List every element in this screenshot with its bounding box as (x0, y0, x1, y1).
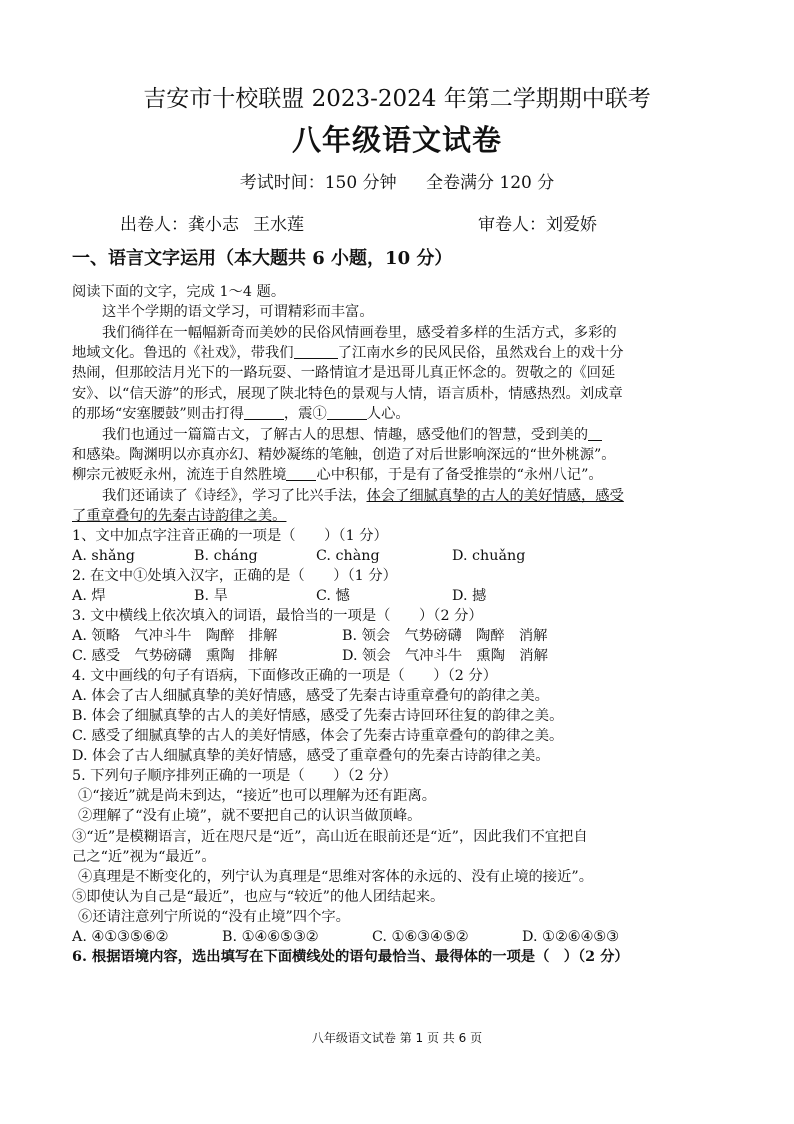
passage-p4-line2: 了重章叠句的先秦古诗韵律之美。 (72, 508, 287, 524)
q5-sentence-2: ②理解了“没有止境”，就不要把自己的认识当做顶峰。 (78, 808, 422, 824)
q3-stem: 3. 文中横线上依次填入的词语，最恰当的一项是（ ）（2 分） (72, 608, 483, 624)
q3-option-b: B. 领会 气势磅礴 陶醉 消解 (342, 628, 548, 644)
q5-sentence-3b: 己之“近”视为“最近”。 (72, 849, 216, 865)
author-first: 出卷人：龚小志 (120, 215, 239, 235)
q3-option-a: A. 领略 气冲斗牛 陶醉 排解 (72, 628, 278, 644)
blank-1 (294, 344, 338, 359)
q3-options-row1 (72, 626, 547, 646)
q2-option-b: B. 旱 (194, 588, 228, 604)
passage-intro: 阅读下面的文字，完成 1～4 题。 (72, 284, 286, 300)
reviewer: 审卷人：刘爱娇 (478, 215, 597, 235)
passage-p4-line1: 我们还诵读了《诗经》，学习了比兴手法，体会了细腻真挚的古人的美好情感，感受 (102, 488, 624, 504)
q2-option-a: A. 焊 (72, 588, 106, 604)
passage-p2-line1: 我们徜徉在一幅幅新奇而美妙的民俗风情画卷里，感受着多样的生活方式，多彩的 (102, 325, 617, 341)
q3-option-c: C. 感受 气势磅礴 熏陶 排解 (72, 648, 278, 664)
blank-3 (327, 405, 367, 420)
passage-p2-line3: 热闹，但那皎洁月光下的一路玩耍、一路情谊才是迅哥儿真正怀念的。贺敬之的《回延 (72, 365, 616, 381)
q1-option-b: B. cháng (194, 548, 258, 564)
q4-option-a: A. 体会了古人细腻真挚的美好情感，感受了先秦古诗重章叠句的韵律之美。 (72, 688, 549, 704)
q5-sentence-6: ⑥还请注意列宁所说的“没有止境”四个字。 (78, 909, 350, 925)
q3-option-d: D. 领会 气冲斗牛 熏陶 消解 (342, 648, 548, 664)
underlined-sentence: 体会了细腻真挚的古人的美好情感，感受 (366, 488, 624, 504)
q3-options-row2 (72, 646, 548, 666)
q1-option-d: D. chuǎng (452, 548, 526, 564)
blank-4 (588, 426, 602, 441)
authors (120, 210, 304, 235)
q4-option-b: B. 体会了细腻真挚的古人的美好情感，感受了先秦古诗回环往复的韵律之美。 (72, 708, 564, 724)
q5-sentence-4: ④真理是不断变化的，列宁认为真理是“思维对客体的永远的、没有止境的接近”。 (78, 869, 594, 885)
q1-option-c: C. chàng (316, 548, 380, 564)
q5-options (72, 927, 619, 947)
q6-stem: 6. 根据语境内容，选出填写在下面横线处的语句最恰当、最得体的一项是（ ）（2 分） (72, 949, 629, 965)
passage-p2-line5: 的那场“安塞腰鼓”则击打得 ，震① 人心。 (72, 406, 410, 422)
page-footer: 八年级语文试卷 第 1 页 共 6 页 (311, 1031, 483, 1045)
q5-sentence-1: ①“接近”就是尚未到达，“接近”也可以理解为还有距离。 (78, 788, 437, 804)
q5-sentence-3a: ③“近”是模糊语言，近在咫尺是“近”，高山近在眼前还是“近”，因此我们不宜把自 (72, 829, 588, 845)
author-second: 王水莲 (253, 215, 304, 235)
exam-title-line2: 八年级语文试卷 (291, 123, 502, 157)
passage-p2-line2: 地域文化。鲁迅的《社戏》，带我们 了江南水乡的民风民俗，虽然戏台上的戏十分 (72, 345, 624, 361)
q5-option-b: B. ①④⑥⑤③② (222, 929, 319, 945)
q2-option-c: C. 憾 (316, 588, 350, 604)
passage-p3-line1: 我们也通过一篇篇古文，了解古人的思想、情趣，感受他们的智慧，受到美的 (102, 425, 684, 445)
blank-2 (244, 405, 284, 420)
q4-option-d: D. 体会了古人细腻真挚的美好情感，感受了重章叠句的先秦古诗韵律之美。 (72, 748, 550, 764)
exam-title-line1: 吉安市十校联盟 2023-2024 年第二学期期中联考 (143, 86, 651, 112)
q4-stem: 4. 文中画线的句子有语病，下面修改正确的一项是（ ）（2 分） (72, 668, 497, 684)
q5-option-a: A. ④①③⑤⑥② (72, 929, 169, 945)
section-1-title: 一、语言文字运用（本大题共 6 小题，10 分） (72, 248, 453, 269)
q2-stem: 2. 在文中①处填入汉字，正确的是（ ）（1 分） (72, 568, 397, 584)
exam-time: 考试时间：150 分钟 (239, 173, 397, 193)
exam-info (0, 168, 794, 193)
q2-options (72, 586, 486, 606)
q5-option-d: D. ①②⑥④⑤③ (522, 929, 619, 945)
q5-option-c: C. ①⑥③④⑤② (372, 929, 469, 945)
q4-option-c: C. 感受了细腻真挚的古人的美好情感，体会了先秦古诗重章叠句的韵律之美。 (72, 728, 564, 744)
passage-p1: 这半个学期的语文学习，可谓精彩而丰富。 (102, 304, 374, 320)
full-score: 全卷满分 120 分 (426, 173, 555, 193)
q1-stem: 1、文中加点字注音正确的一项是（ ）（1 分） (72, 528, 388, 544)
passage-p3-line3: 柳宗元被贬永州，流连于自然胜境 心中积郁，于是有了备受推崇的“永州八记”。 (72, 467, 603, 483)
passage-p3-line2: 和感染。陶渊明以亦真亦幻、精妙凝练的笔触，创造了对后世影响深远的“世外桃源”。 (72, 447, 616, 463)
q5-sentence-5: ⑤即使认为自己是“最近”，也应与“较近”的他人团结起来。 (72, 889, 445, 905)
q2-option-d: D. 撼 (452, 588, 487, 604)
q5-stem: 5. 下列句子顺序排列正确的一项是（ ）（2 分） (72, 768, 397, 784)
q1-options (72, 546, 525, 566)
q1-option-a: A. shǎng (72, 548, 135, 564)
blank-5 (286, 466, 316, 481)
passage-p2-line4: 安》、以“信天游”的形式，展现了陕北特色的景观与人情，语言质朴，情感热烈。刘成章 (72, 386, 623, 402)
